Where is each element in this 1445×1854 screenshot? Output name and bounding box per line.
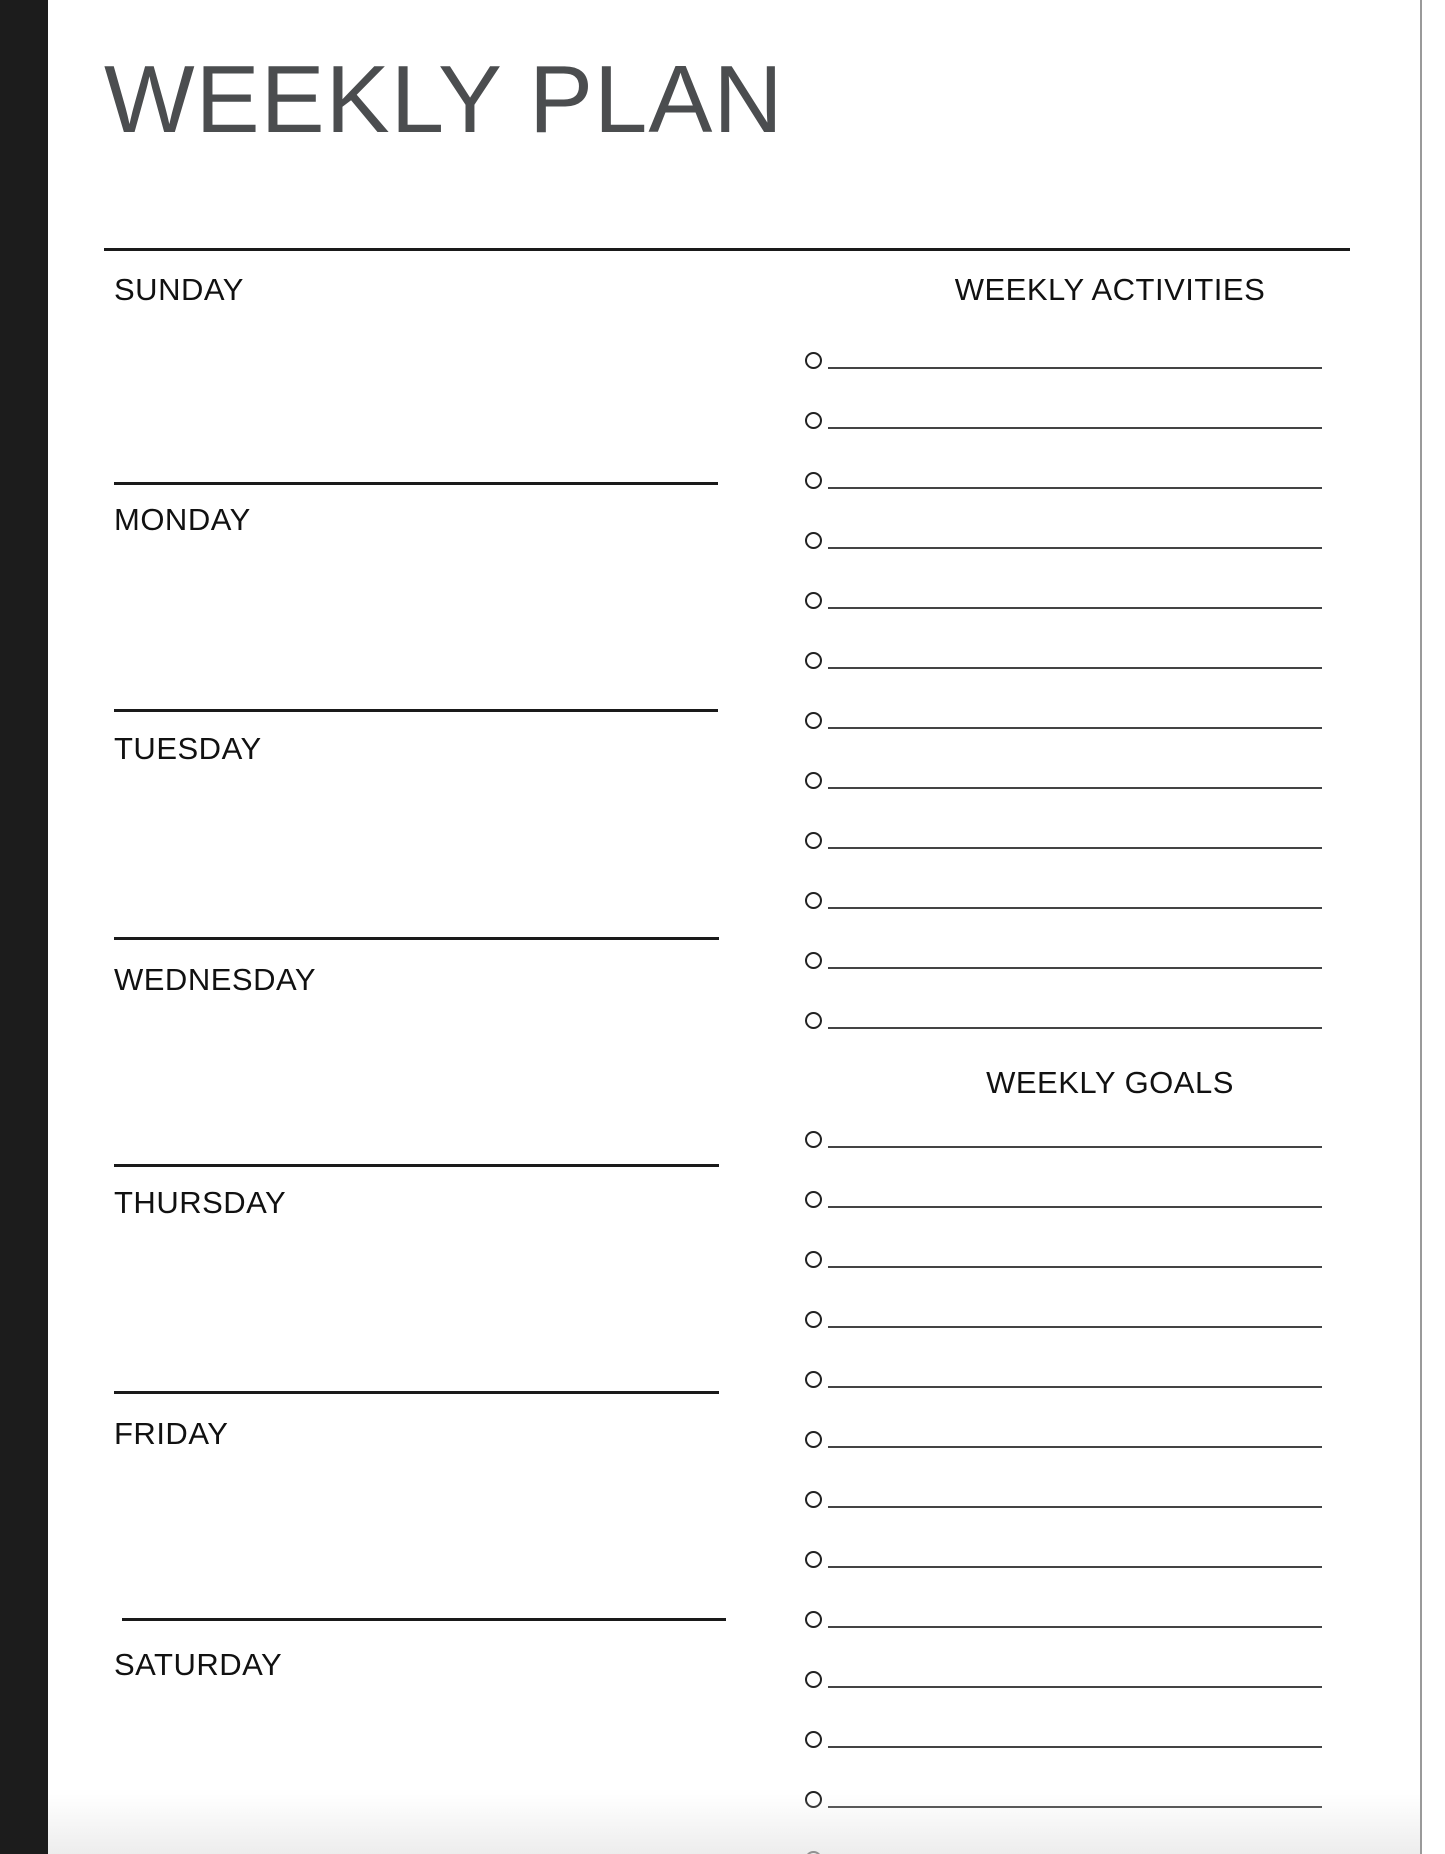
goal-write-line[interactable]: [828, 1266, 1322, 1268]
goal-write-line[interactable]: [828, 1326, 1322, 1328]
weekly-goals-title: WEEKLY GOALS: [986, 1065, 1234, 1100]
day-label-saturday: SATURDAY: [114, 1647, 283, 1682]
goal-item[interactable]: [805, 1189, 1372, 1213]
goal-item[interactable]: [805, 1429, 1372, 1453]
activity-item[interactable]: [805, 410, 1372, 434]
goal-write-line[interactable]: [828, 1746, 1322, 1748]
day-divider: [122, 1618, 726, 1621]
goal-write-line[interactable]: [828, 1446, 1322, 1448]
circle-checkbox-icon[interactable]: [805, 712, 822, 729]
circle-checkbox-icon[interactable]: [805, 1131, 822, 1148]
day-divider: [114, 482, 718, 485]
day-divider: [114, 1164, 719, 1167]
goal-write-line[interactable]: [828, 1566, 1322, 1568]
activity-item[interactable]: [805, 1010, 1372, 1034]
circle-checkbox-icon[interactable]: [805, 532, 822, 549]
header-divider: [104, 248, 1350, 251]
activity-write-line[interactable]: [828, 487, 1322, 489]
activity-item[interactable]: [805, 710, 1372, 734]
goal-item[interactable]: [805, 1609, 1372, 1633]
goal-write-line[interactable]: [828, 1206, 1322, 1208]
day-label-monday: MONDAY: [114, 502, 251, 537]
circle-checkbox-icon[interactable]: [805, 1311, 822, 1328]
circle-checkbox-icon[interactable]: [805, 892, 822, 909]
goal-write-line[interactable]: [828, 1626, 1322, 1628]
activity-write-line[interactable]: [828, 607, 1322, 609]
circle-checkbox-icon[interactable]: [805, 1431, 822, 1448]
activity-item[interactable]: [805, 350, 1372, 374]
circle-checkbox-icon[interactable]: [805, 352, 822, 369]
circle-checkbox-icon[interactable]: [805, 412, 822, 429]
activity-write-line[interactable]: [828, 907, 1322, 909]
day-label-tuesday: TUESDAY: [114, 731, 262, 766]
circle-checkbox-icon[interactable]: [805, 1191, 822, 1208]
activity-item[interactable]: [805, 770, 1372, 794]
circle-checkbox-icon[interactable]: [805, 1551, 822, 1568]
goal-item[interactable]: [805, 1369, 1372, 1393]
goal-item[interactable]: [805, 1249, 1372, 1273]
circle-checkbox-icon[interactable]: [805, 772, 822, 789]
day-label-friday: FRIDAY: [114, 1416, 229, 1451]
planner-page: [48, 0, 1420, 1854]
circle-checkbox-icon[interactable]: [805, 472, 822, 489]
activity-write-line[interactable]: [828, 787, 1322, 789]
circle-checkbox-icon[interactable]: [805, 592, 822, 609]
circle-checkbox-icon[interactable]: [805, 1371, 822, 1388]
activity-write-line[interactable]: [828, 427, 1322, 429]
activity-write-line[interactable]: [828, 967, 1322, 969]
day-divider: [114, 709, 718, 712]
activity-item[interactable]: [805, 890, 1372, 914]
circle-checkbox-icon[interactable]: [805, 1731, 822, 1748]
goal-write-line[interactable]: [828, 1146, 1322, 1148]
activity-write-line[interactable]: [828, 847, 1322, 849]
circle-checkbox-icon[interactable]: [805, 1012, 822, 1029]
circle-checkbox-icon[interactable]: [805, 1611, 822, 1628]
activity-item[interactable]: [805, 530, 1372, 554]
goal-item[interactable]: [805, 1669, 1372, 1693]
circle-checkbox-icon[interactable]: [805, 1671, 822, 1688]
day-label-thursday: THURSDAY: [114, 1185, 287, 1220]
goal-item[interactable]: [805, 1549, 1372, 1573]
activity-item[interactable]: [805, 650, 1372, 674]
day-label-sunday: SUNDAY: [114, 272, 244, 307]
goal-write-line[interactable]: [828, 1686, 1322, 1688]
goal-item[interactable]: [805, 1489, 1372, 1513]
circle-checkbox-icon[interactable]: [805, 1491, 822, 1508]
activity-write-line[interactable]: [828, 547, 1322, 549]
goal-item[interactable]: [805, 1729, 1372, 1753]
goal-item[interactable]: [805, 1309, 1372, 1333]
circle-checkbox-icon[interactable]: [805, 952, 822, 969]
goal-write-line[interactable]: [828, 1386, 1322, 1388]
activity-item[interactable]: [805, 830, 1372, 854]
activity-item[interactable]: [805, 590, 1372, 614]
activity-write-line[interactable]: [828, 367, 1322, 369]
circle-checkbox-icon[interactable]: [805, 652, 822, 669]
page-title: WEEKLY PLAN: [104, 46, 784, 153]
day-divider: [114, 1391, 719, 1394]
activity-item[interactable]: [805, 950, 1372, 974]
day-label-wednesday: WEDNESDAY: [114, 962, 317, 997]
activity-write-line[interactable]: [828, 667, 1322, 669]
goal-write-line[interactable]: [828, 1506, 1322, 1508]
activity-write-line[interactable]: [828, 1027, 1322, 1029]
page-edge: [1420, 0, 1445, 1854]
weekly-activities-title: WEEKLY ACTIVITIES: [954, 272, 1266, 307]
activity-item[interactable]: [805, 470, 1372, 494]
goal-item[interactable]: [805, 1129, 1372, 1153]
activity-write-line[interactable]: [828, 727, 1322, 729]
day-divider: [114, 937, 719, 940]
circle-checkbox-icon[interactable]: [805, 1251, 822, 1268]
bottom-shadow: [48, 1794, 1420, 1854]
circle-checkbox-icon[interactable]: [805, 832, 822, 849]
